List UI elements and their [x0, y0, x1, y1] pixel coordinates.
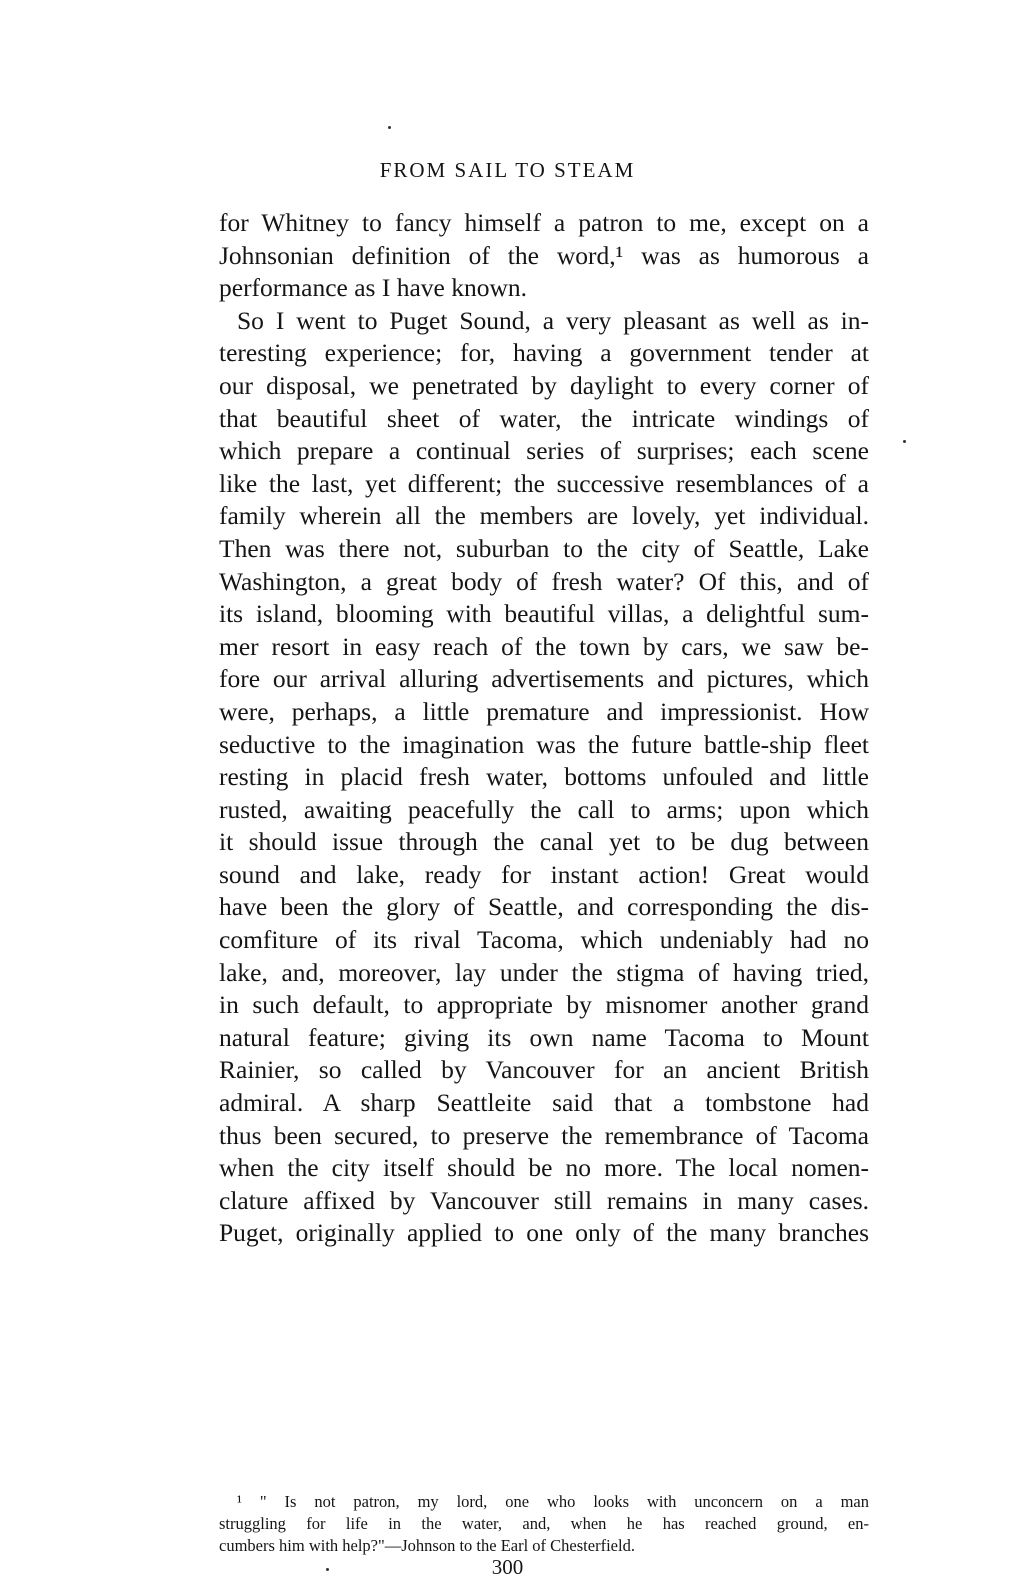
text-line: have been the glory of Seattle, and corresponding the dis- — [219, 892, 869, 922]
text-line: performance as I have known. — [219, 273, 527, 303]
text-line: resting in placid fresh water, bottoms unfouled and little — [219, 762, 869, 792]
page-number: 300 — [491, 1555, 524, 1579]
page-title: FROM SAIL TO STEAM — [379, 158, 636, 182]
text-line: Then was there not, suburban to the city of Seattle, Lake — [219, 533, 869, 563]
text-line: comfiture of its rival Tacoma, which undeniably had no — [219, 925, 869, 955]
text-line: family wherein all the members are lovely, yet individual. — [219, 501, 869, 531]
text-line: Johnsonian definition of the word,¹ was as humorous a — [219, 240, 869, 270]
text-line: for Whitney to fancy himself a patron to me, except on a — [219, 208, 869, 237]
text-line: lake, and, moreover, lay under the stigma of having tried, — [219, 957, 869, 987]
text-line: mer resort in easy reach of the town by cars, we saw be- — [219, 631, 869, 661]
print-speck — [326, 1568, 329, 1571]
print-speck — [903, 440, 906, 443]
text-line: Rainier, so called by Vancouver for an ancient British — [219, 1055, 869, 1085]
text-line: like the last, yet different; the successive resemblances of a — [219, 468, 869, 498]
footnote-line: cumbers him with help?"—Johnson to the Earl of Chesterfield. — [219, 1536, 635, 1555]
text-line: fore our arrival alluring advertisements and pictures, which — [219, 664, 869, 694]
footnote-line: struggling for life in the water, and, when he has reached ground, en- — [219, 1514, 869, 1533]
text-line: its island, blooming with beautiful villas, a delightful sum- — [219, 599, 869, 629]
text-line: rusted, awaiting peacefully the call to arms; upon which — [219, 794, 869, 824]
text-line: So I went to Puget Sound, a very pleasant as well as in- — [237, 305, 869, 335]
text-line: that beautiful sheet of water, the intricate windings of — [219, 403, 869, 433]
text-line: thus been secured, to preserve the remembrance of Tacoma — [219, 1120, 869, 1150]
footnote — [219, 1491, 869, 1557]
footnote-line: ¹ " Is not patron, my lord, one who looks with unconcern on a man — [237, 1492, 869, 1511]
text-line: it should issue through the canal yet to be dug between — [219, 827, 869, 857]
text-line: admiral. A sharp Seattleite said that a tombstone had — [219, 1088, 869, 1118]
text-line: sound and lake, ready for instant action! Great would — [219, 859, 869, 889]
text-line: clature affixed by Vancouver still remains in many cases. — [219, 1185, 869, 1215]
text-line: when the city itself should be no more. The local nomen- — [219, 1153, 869, 1183]
text-line: were, perhaps, a little premature and impressionist. How — [219, 696, 869, 726]
body-text — [219, 207, 869, 1250]
text-line: seductive to the imagination was the future battle-ship fleet — [219, 729, 869, 759]
print-speck — [388, 126, 391, 129]
text-line: teresting experience; for, having a government tender at — [219, 338, 869, 368]
text-line: Puget, originally applied to one only of the many branches — [219, 1218, 869, 1248]
text-line: natural feature; giving its own name Tacoma to Mount — [219, 1022, 869, 1052]
text-line: our disposal, we penetrated by daylight to every corner of — [219, 370, 869, 400]
text-line: in such default, to appropriate by misnomer another grand — [219, 990, 869, 1020]
text-line: Washington, a great body of fresh water? Of this, and of — [219, 566, 869, 596]
text-line: which prepare a continual series of surprises; each scene — [219, 436, 869, 466]
